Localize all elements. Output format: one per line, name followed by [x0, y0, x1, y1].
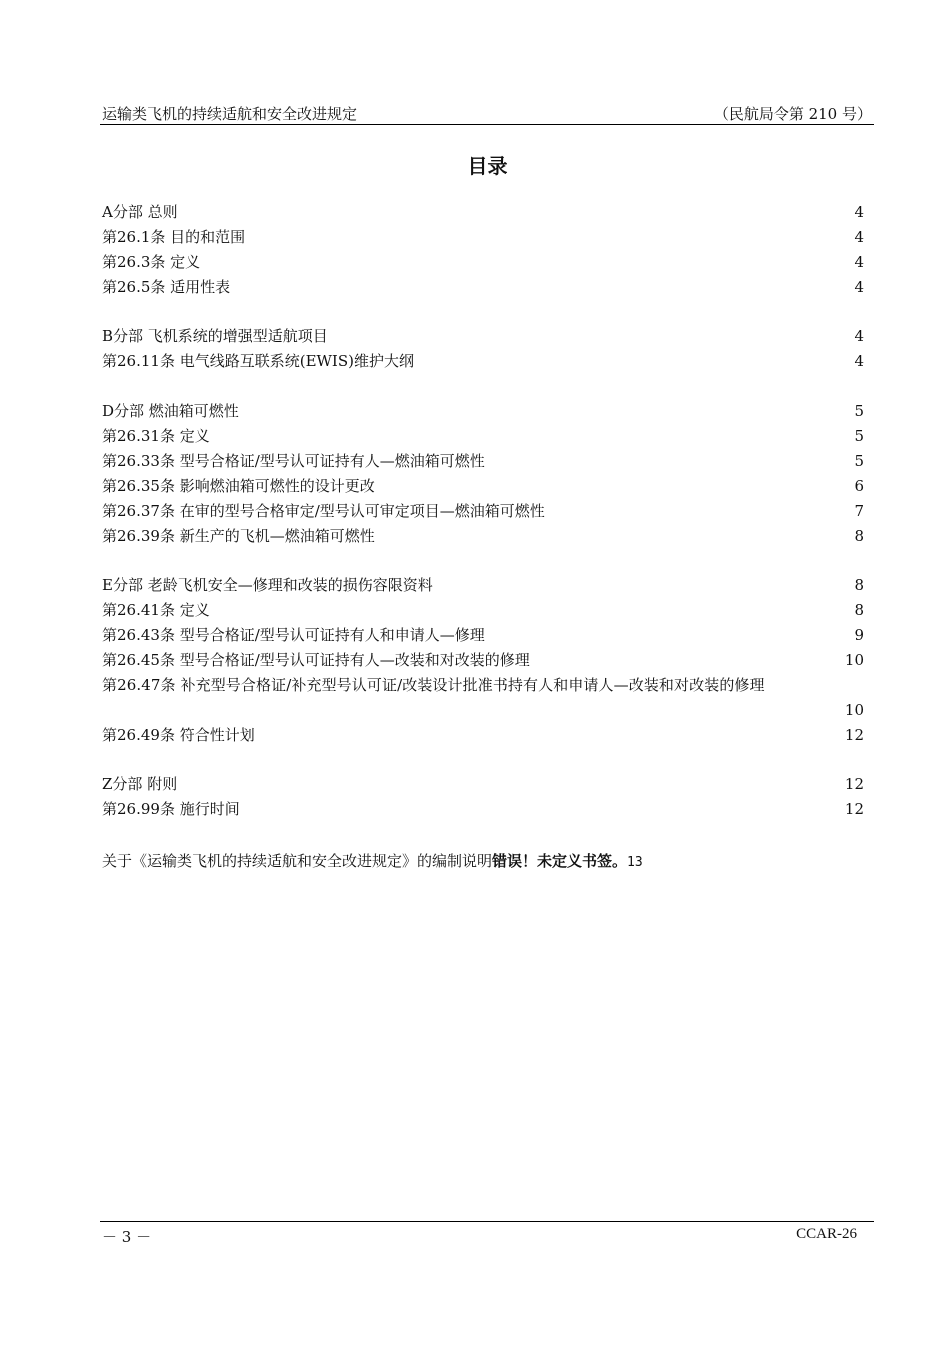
toc-entry[interactable] — [102, 474, 864, 499]
toc-entry-label: D分部 燃油箱可燃性 — [102, 402, 239, 421]
toc-entry-page: 8 — [854, 576, 864, 595]
toc-entry-page: 4 — [854, 277, 864, 296]
toc-entry-page: 8 — [854, 526, 864, 545]
toc-entry-label: 第26.99条 施行时间 — [102, 800, 240, 819]
toc-entry-label: 第26.11条 电气线路互联系统(EWIS)维护大纲 — [102, 352, 414, 371]
toc-entry-long[interactable] — [102, 673, 864, 698]
toc-entry-page: 12 — [844, 725, 864, 744]
note-page: 13 — [627, 855, 643, 870]
table-of-contents — [102, 200, 864, 822]
toc-entry-label: 第26.1条 目的和范围 — [102, 227, 246, 246]
toc-entry[interactable] — [102, 349, 864, 374]
toc-entry[interactable] — [102, 324, 864, 349]
toc-entry[interactable] — [102, 623, 864, 648]
toc-entry-page: 8 — [854, 601, 864, 620]
toc-entry-page: 4 — [854, 227, 864, 246]
toc-entry-label: 第26.3条 定义 — [102, 252, 201, 271]
toc-spacer — [102, 748, 864, 773]
toc-group-e — [102, 573, 864, 747]
compilation-note-entry[interactable] — [102, 850, 643, 871]
toc-entry-page: 10 — [844, 651, 864, 670]
toc-group-b — [102, 324, 864, 374]
toc-entry-page: 10 — [844, 700, 864, 719]
bookmark-error-text: 错误！未定义书签。 — [492, 852, 628, 870]
toc-entry-page: 9 — [854, 626, 864, 645]
header-title: 运输类飞机的持续适航和安全改进规定 — [102, 105, 358, 123]
toc-entry-label: E分部 老龄飞机安全—修理和改装的损伤容限资料 — [102, 576, 433, 595]
toc-entry-label: 第26.31条 定义 — [102, 427, 210, 446]
toc-entry-label: 第26.5条 适用性表 — [102, 277, 231, 296]
page-footer — [100, 1221, 874, 1252]
toc-group-a — [102, 200, 864, 300]
toc-entry-label: A分部 总则 — [102, 203, 178, 221]
toc-spacer — [102, 548, 864, 573]
toc-entry-label: 第26.41条 定义 — [102, 601, 210, 620]
toc-entry-page: 4 — [854, 352, 864, 371]
toc-entry-label: Z分部 附则 — [102, 775, 178, 794]
toc-entry[interactable] — [102, 598, 864, 623]
toc-entry-label: B分部 飞机系统的增强型适航项目 — [102, 327, 328, 346]
toc-entry[interactable] — [102, 573, 864, 598]
toc-entry[interactable] — [102, 772, 864, 797]
toc-entry-page: 5 — [854, 402, 864, 421]
toc-entry-page: 5 — [854, 451, 864, 470]
toc-entry-label: 第26.33条 型号合格证/型号认可证持有人—燃油箱可燃性 — [102, 451, 485, 470]
note-text: 关于《运输类飞机的持续适航和安全改进规定》的编制说明 — [102, 852, 493, 870]
toc-entry-label: 第26.39条 新生产的飞机—燃油箱可燃性 — [102, 526, 375, 545]
toc-entry-label: 第26.43条 型号合格证/型号认可证持有人和申请人—修理 — [102, 626, 485, 645]
toc-entry[interactable] — [102, 200, 864, 225]
toc-entry-page: 6 — [854, 476, 864, 495]
toc-entry-continuation[interactable] — [102, 698, 864, 723]
toc-entry[interactable] — [102, 797, 864, 822]
toc-entry[interactable] — [102, 524, 864, 549]
toc-title: 目录 — [467, 154, 508, 178]
page-header — [100, 100, 874, 125]
toc-entry[interactable] — [102, 499, 864, 524]
regulation-code: CCAR-26 — [796, 1226, 857, 1242]
toc-entry-page: 12 — [844, 775, 864, 794]
toc-entry[interactable] — [102, 275, 864, 300]
toc-entry-label: 第26.49条 符合性计划 — [102, 725, 255, 744]
toc-entry[interactable] — [102, 399, 864, 424]
toc-spacer — [102, 300, 864, 325]
toc-entry-page: 7 — [854, 501, 864, 520]
toc-entry-label: 第26.35条 影响燃油箱可燃性的设计更改 — [102, 476, 375, 495]
toc-entry-label: 第26.45条 型号合格证/型号认可证持有人—改装和对改装的修理 — [102, 651, 530, 670]
toc-entry-page: 4 — [854, 252, 864, 271]
toc-entry[interactable] — [102, 648, 864, 673]
toc-entry-page: 4 — [854, 203, 864, 221]
toc-entry[interactable] — [102, 449, 864, 474]
toc-entry-page: 4 — [854, 327, 864, 346]
toc-group-d — [102, 399, 864, 548]
toc-spacer — [102, 374, 864, 399]
toc-entry-label: 第26.47条 补充型号合格证/补充型号认可证/改装设计批准书持有人和申请人—改装和对改装的修理 — [102, 675, 765, 694]
toc-entry[interactable] — [102, 424, 864, 449]
page-number: － 3 － — [102, 1228, 152, 1246]
toc-entry-page: 12 — [844, 800, 864, 819]
toc-entry[interactable] — [102, 250, 864, 275]
toc-entry-page: 5 — [854, 427, 864, 446]
toc-group-z — [102, 772, 864, 822]
header-order-number: （民航局令第 210 号） — [713, 105, 872, 123]
toc-entry[interactable] — [102, 723, 864, 748]
toc-entry-label: 第26.37条 在审的型号合格审定/型号认可审定项目—燃油箱可燃性 — [102, 501, 545, 520]
toc-entry[interactable] — [102, 225, 864, 250]
